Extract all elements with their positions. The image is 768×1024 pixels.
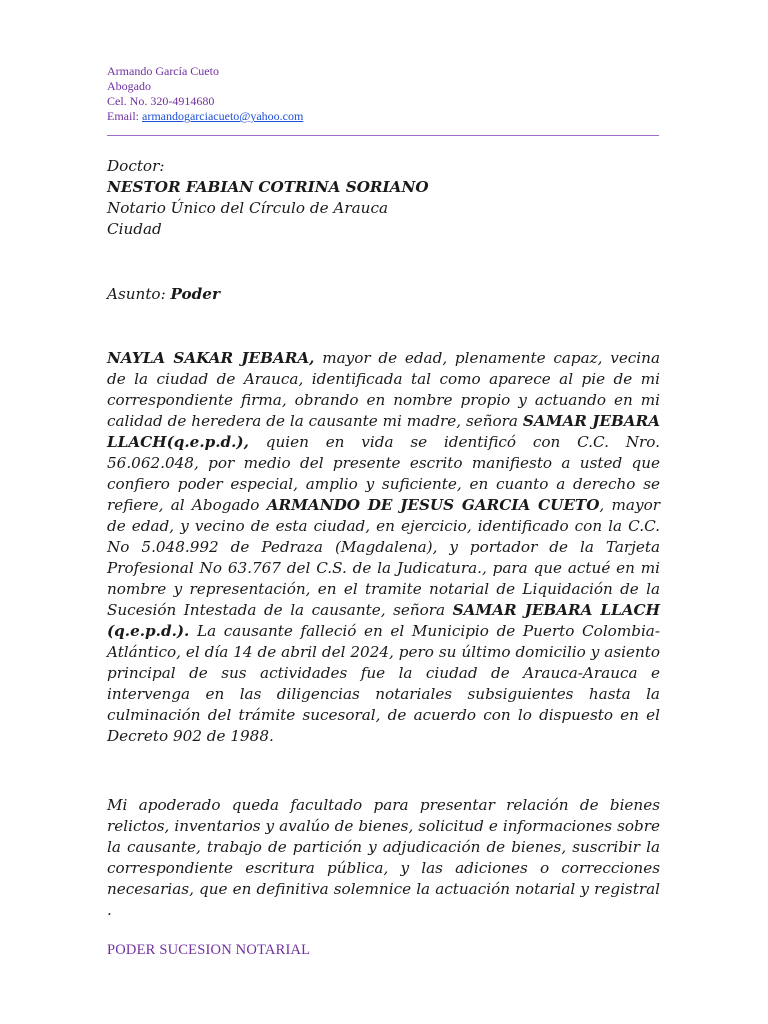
subject-label: Asunto: xyxy=(107,285,171,303)
lawyer-title: Abogado xyxy=(107,79,151,93)
document-footer: PODER SUCESION NOTARIAL xyxy=(107,942,311,958)
lawyer-email-line xyxy=(107,109,303,124)
subject-line xyxy=(107,284,660,305)
letterhead xyxy=(107,64,303,124)
email-link[interactable]: armandogarciacueto@yahoo.com xyxy=(142,109,304,123)
addressee-role: Notario Único del Círculo de Arauca xyxy=(107,199,389,217)
attorney-name: ARMANDO DE JESUS GARCIA CUETO xyxy=(266,496,600,514)
paragraph-1: NAYLA SAKAR JEBARA, mayor de edad, plenamente capaz, vecina de la ciudad de Arauca, identificada tal como aparece al pie de mi correspondiente firma, obrando en nombre propio y actuando en mi calidad de heredera de la causante mi madre, señora SAMAR JEBARA LLACH(q.e.p.d.), quien en vida se identificó con C.C. Nro. 56.062.048, por medio del presente escrito manifiesto a usted que confiero poder especial, amplio y suficiente, en cuanto a derecho se refiere, al Abogado ARMANDO DE JESUS GARCIA CUETO, mayor de edad, y vecino de esta ciudad, en ejercicio, identificado con la C.C. No 5.048.992 de Pedraza (Magdalena), y portador de la Tarjeta Profesional No 63.767 del C.S. de la Judicatura., para que actué en mi nombre y representación, en el tramite notarial de Liquidación de la Sucesión Intestada de la causante, señora SAMAR JEBARA LLACH (q.e.p.d.). La causante falleció en el Municipio de Puerto Colombia- Atlántico, el día 14 de abril del 2024, pero su último domicilio y asiento principal de sus actividades fue la ciudad de Arauca-Arauca e intervenga en las diligencias notariales subsiguientes hasta la culminación del trámite sucesoral, de acuerdo con lo dispuesto en el Decreto 902 de 1988. xyxy=(107,349,661,745)
addressee-name: NESTOR FABIAN COTRINA SORIANO xyxy=(107,178,429,196)
salutation: Doctor: xyxy=(107,157,165,175)
letterhead-divider xyxy=(107,135,659,136)
addressee-block xyxy=(107,156,660,240)
paragraph-2: Mi apoderado queda facultado para presentar relación de bienes relictos, inventarios y avalúo de bienes, solicitud e informaciones sobre la causante, trabajo de partición y adjudicación de bienes, suscribir la correspondiente escritura pública, y las adiciones o correcciones necesarias, que en definitiva solemnice la actuación notarial y registral . xyxy=(107,796,660,919)
grantor-name: NAYLA SAKAR JEBARA, xyxy=(107,349,315,367)
subject-value: Poder xyxy=(170,285,220,303)
deceased-name: SAMAR JEBARA LLACH(q.e.p.d.), xyxy=(107,412,660,451)
lawyer-name: Armando García Cueto xyxy=(107,64,219,78)
email-label: Email: xyxy=(107,109,142,123)
lawyer-phone: Cel. No. 320-4914680 xyxy=(107,94,215,108)
deceased-name-2: SAMAR JEBARA LLACH (q.e.p.d.). xyxy=(107,601,660,640)
addressee-city: Ciudad xyxy=(107,220,162,238)
